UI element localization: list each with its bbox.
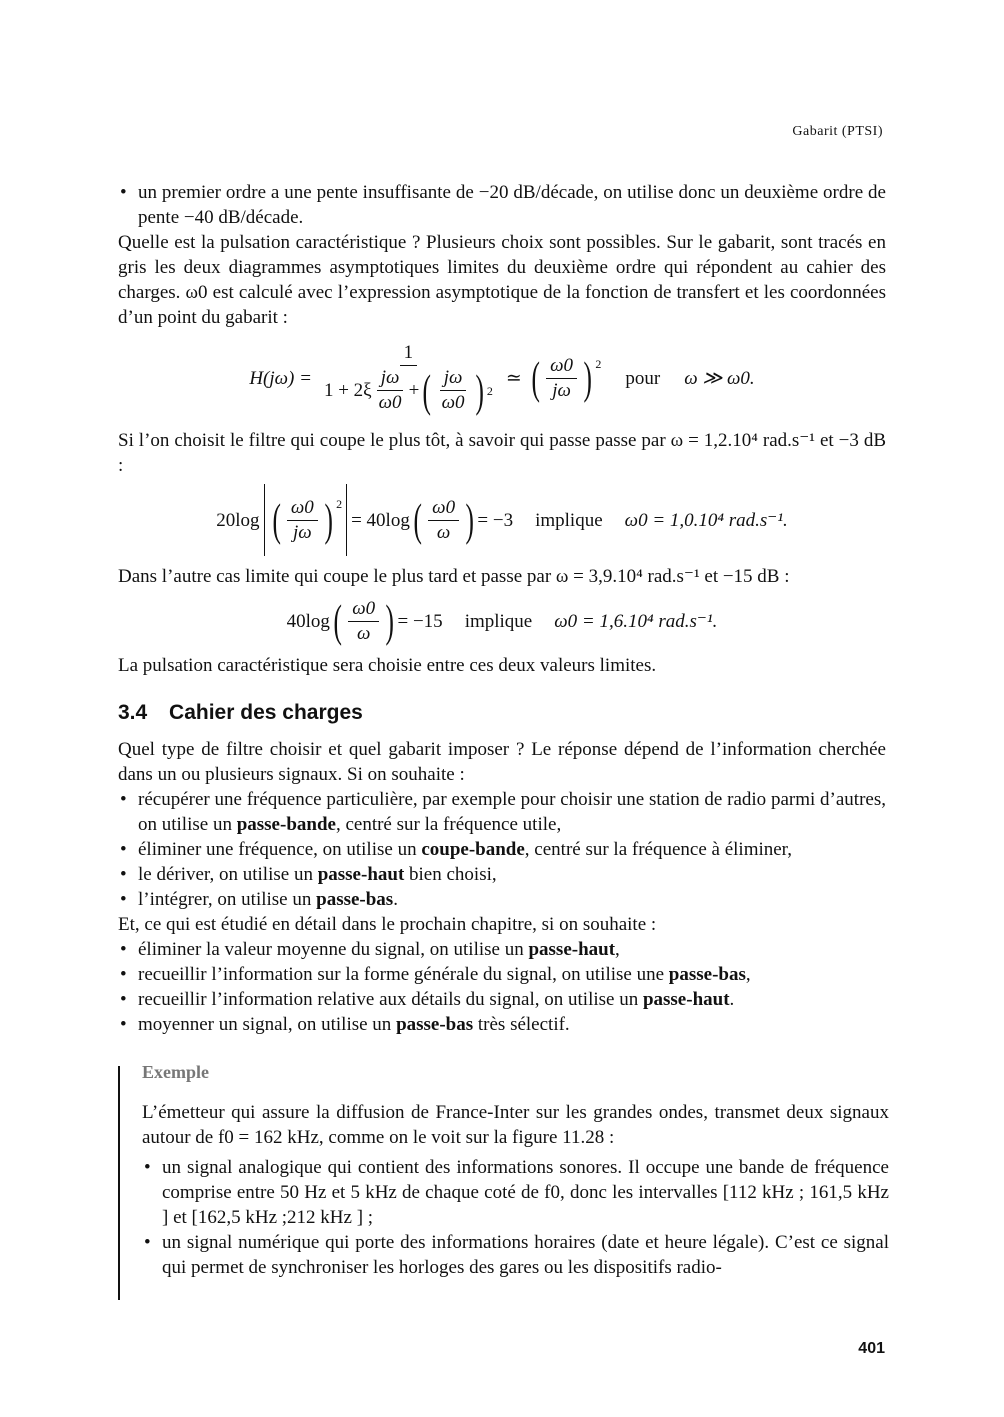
frac-den: ω (357, 622, 371, 644)
paragraph: La pulsation caractéristique sera choisie entre ces deux valeurs limites. (118, 655, 657, 676)
item-bold: passe-bande (236, 814, 336, 835)
eq-result: ω0 = 1,0.10⁴ rad.s⁻¹. (624, 509, 788, 531)
den-start: 1 + 2ξ (323, 379, 372, 401)
page-number: 401 (858, 1340, 885, 1357)
eq-lhs: 20log (216, 509, 260, 531)
frac-num: jω (377, 366, 404, 391)
eq-value: = −3 (477, 509, 514, 531)
main-fraction (320, 341, 497, 415)
left-paren: ( (531, 352, 540, 403)
running-header: Gabarit (PTSI) (792, 124, 883, 139)
example-list (142, 1155, 889, 1280)
frac-den: ω (436, 521, 451, 543)
intro-list (118, 180, 886, 230)
approx-sign: ≃ (505, 367, 522, 389)
list-item: • un signal numérique qui porte des informations horaires (date et heure légale). C’est ce signal qui permet de synchroniser les horloges des gares ou les dispositifs radio- (142, 1230, 889, 1280)
item-text: bien choisi, (404, 864, 497, 885)
abs-bar-left (264, 484, 265, 556)
list-item: • un signal analogique qui contient des informations sonores. Il occupe une bande de fréquence comprise entre 50 Hz et 5 kHz de chaque coté de f0, donc les intervalles [112 kHz ; 161,5 kHz ] et [162,5 kHz ;212 kHz ] ; (142, 1155, 889, 1230)
fraction (546, 354, 577, 403)
item-text: recueillir l’information relative aux détails du signal, on utilise un (138, 989, 643, 1010)
item-text: le dériver, on utilise un (138, 864, 318, 885)
eq-lhs: 40log (286, 610, 330, 632)
plus-sign: + (408, 379, 420, 401)
item-text: , centré sur la fréquence utile, (335, 814, 562, 835)
paragraph: Quelle est la pulsation caractéristique ? Plusieurs choix sont possibles. Sur le gabarit, sont tracés en gris les deux diagrammes asymptotiques limites du deuxième ordre qui répondent au cahier des charges. ω0 est calculé avec l’expression asymptotique de la fonction de transfert et les coordonnées d’un point du gabarit : (118, 232, 886, 328)
section-number: 3.4 (118, 701, 148, 724)
section-title: Cahier des charges (169, 701, 363, 724)
frac-num: ω0 (546, 354, 577, 379)
frac-num: jω (440, 366, 467, 391)
list-item (118, 862, 886, 887)
item-bold: passe-haut (642, 989, 730, 1010)
right-paren: ) (583, 352, 592, 403)
list-item (118, 937, 886, 962)
section-heading (118, 700, 886, 725)
item-text: très sélectif. (473, 1014, 570, 1035)
item-text: éliminer une fréquence, on utilise un (138, 839, 422, 860)
frac-num: ω0 (348, 597, 379, 622)
item-bold: coupe-bande (421, 839, 525, 860)
filter-list-2 (118, 937, 886, 1037)
list-item: • un premier ordre a une pente insuffisante de −20 dB/décade, on utilise donc un deuxième ordre de pente −40 dB/décade. (118, 180, 886, 230)
left-paren: ( (413, 494, 422, 545)
paragraph: Si l’on choisit le filtre qui coupe le plus tôt, à savoir qui passe passe par ω = 1,2.10⁴ rad.s⁻¹ et −3 dB : (118, 430, 886, 476)
item-text: éliminer la valeur moyenne du signal, on utilise un (138, 939, 529, 960)
fraction (428, 496, 459, 545)
item-text: , centré sur la fréquence à éliminer, (524, 839, 793, 860)
eq-mid: = 40log (351, 509, 410, 531)
left-paren: ( (422, 364, 432, 416)
example-title: Exemple (142, 1062, 209, 1082)
frac-den: jω (552, 379, 571, 401)
equation-transfer-function: H(jω) = 1 1 + 2ξ $\frac{j\omega}{\omega 0}$ + ( $\frac{j\omega}{\omega 0}$ ) 2 ≃ ( $\frac{\omega 0}{j\omega}$ ) $^2$ pour ω ≫ ω0. (249, 342, 755, 416)
page-body (118, 180, 886, 1037)
equation-minus-15db (118, 593, 886, 649)
fraction (438, 366, 469, 415)
frac-den: ω0 (441, 392, 465, 413)
right-paren: ) (465, 494, 474, 545)
fraction (287, 496, 318, 545)
item-text: moyenner un signal, on utilise un (138, 1014, 397, 1035)
list-item (118, 987, 886, 1012)
right-paren: ) (474, 364, 484, 416)
left-paren: ( (271, 494, 281, 545)
item-text: . (393, 889, 398, 910)
item-text: récupérer une fréquence particulière, par exemple pour choisir une station de radio parmi d’autres, on utilise un (138, 789, 886, 835)
item-text: , (745, 964, 751, 985)
eq-implique: implique (464, 610, 533, 632)
eq-result: ω0 = 1,6.10⁴ rad.s⁻¹. (554, 610, 718, 632)
list-item (118, 1012, 886, 1037)
list-item (118, 887, 886, 912)
frac-den: jω (292, 521, 312, 543)
fraction (348, 597, 379, 646)
item-bold: passe-bas (396, 1014, 474, 1035)
fraction (375, 366, 406, 415)
example-intro: L’émetteur qui assure la diffusion de France-Inter sur les grandes ondes, transmet deux signaux autour de f0 = 162 kHz, comme on le voit sur la figure 11.28 : (142, 1102, 889, 1148)
frac-den: ω0 (378, 392, 402, 413)
paragraph: Dans l’autre cas limite qui coupe le plus tard et passe par ω = 3,9.10⁴ rad.s⁻¹ et −15 dB : (118, 566, 790, 587)
frac-num: ω0 (428, 496, 459, 521)
numerator: 1 (400, 341, 418, 366)
right-paren: ) (324, 494, 333, 545)
item-text: , (615, 939, 620, 960)
item-bold: passe-haut (317, 864, 405, 885)
item-text: recueillir l’information sur la forme générale du signal, on utilise une (138, 964, 669, 985)
item-bold: passe-bas (316, 889, 394, 910)
right-paren: ) (385, 595, 395, 646)
list-item (118, 787, 886, 837)
paragraph: Et, ce qui est étudié en détail dans le prochain chapitre, si on souhaite : (118, 914, 657, 935)
filter-list (118, 787, 886, 912)
item-text: . (729, 989, 735, 1010)
item-text: l’intégrer, on utilise un (138, 889, 317, 910)
eq-pour: pour (625, 367, 661, 389)
equation-minus-3db: 20log ( $\frac{\omega 0}{j\omega}$ ) $^2$ = 40log ( $\frac{\omega 0}{\omega}$ ) = −3 implique ω0 = 1,0.10⁴ rad.s⁻¹. (118, 482, 886, 558)
eq-implique: implique (535, 509, 603, 531)
abs-bar-right (346, 484, 347, 556)
eq-lhs: H(jω) = (249, 367, 312, 389)
example-box (118, 1062, 889, 1300)
eq-condition: ω ≫ ω0. (684, 367, 755, 389)
frac-num: ω0 (287, 496, 318, 521)
left-paren: ( (333, 595, 342, 646)
list-item (118, 837, 886, 862)
list-item (118, 962, 886, 987)
denominator: 1 + 2ξ $\frac{j\omega}{\omega 0}$ + ( $\frac{j\omega}{\omega 0}$ ) 2 (323, 364, 493, 416)
item-bold: passe-haut (528, 939, 616, 960)
item-bold: passe-bas (668, 964, 746, 985)
eq-value: = −15 (397, 610, 443, 632)
paragraph: Quel type de filtre choisir et quel gabarit imposer ? Le réponse dépend de l’information cherchée dans un ou plusieurs signaux. Si on souhaite : (118, 739, 886, 785)
